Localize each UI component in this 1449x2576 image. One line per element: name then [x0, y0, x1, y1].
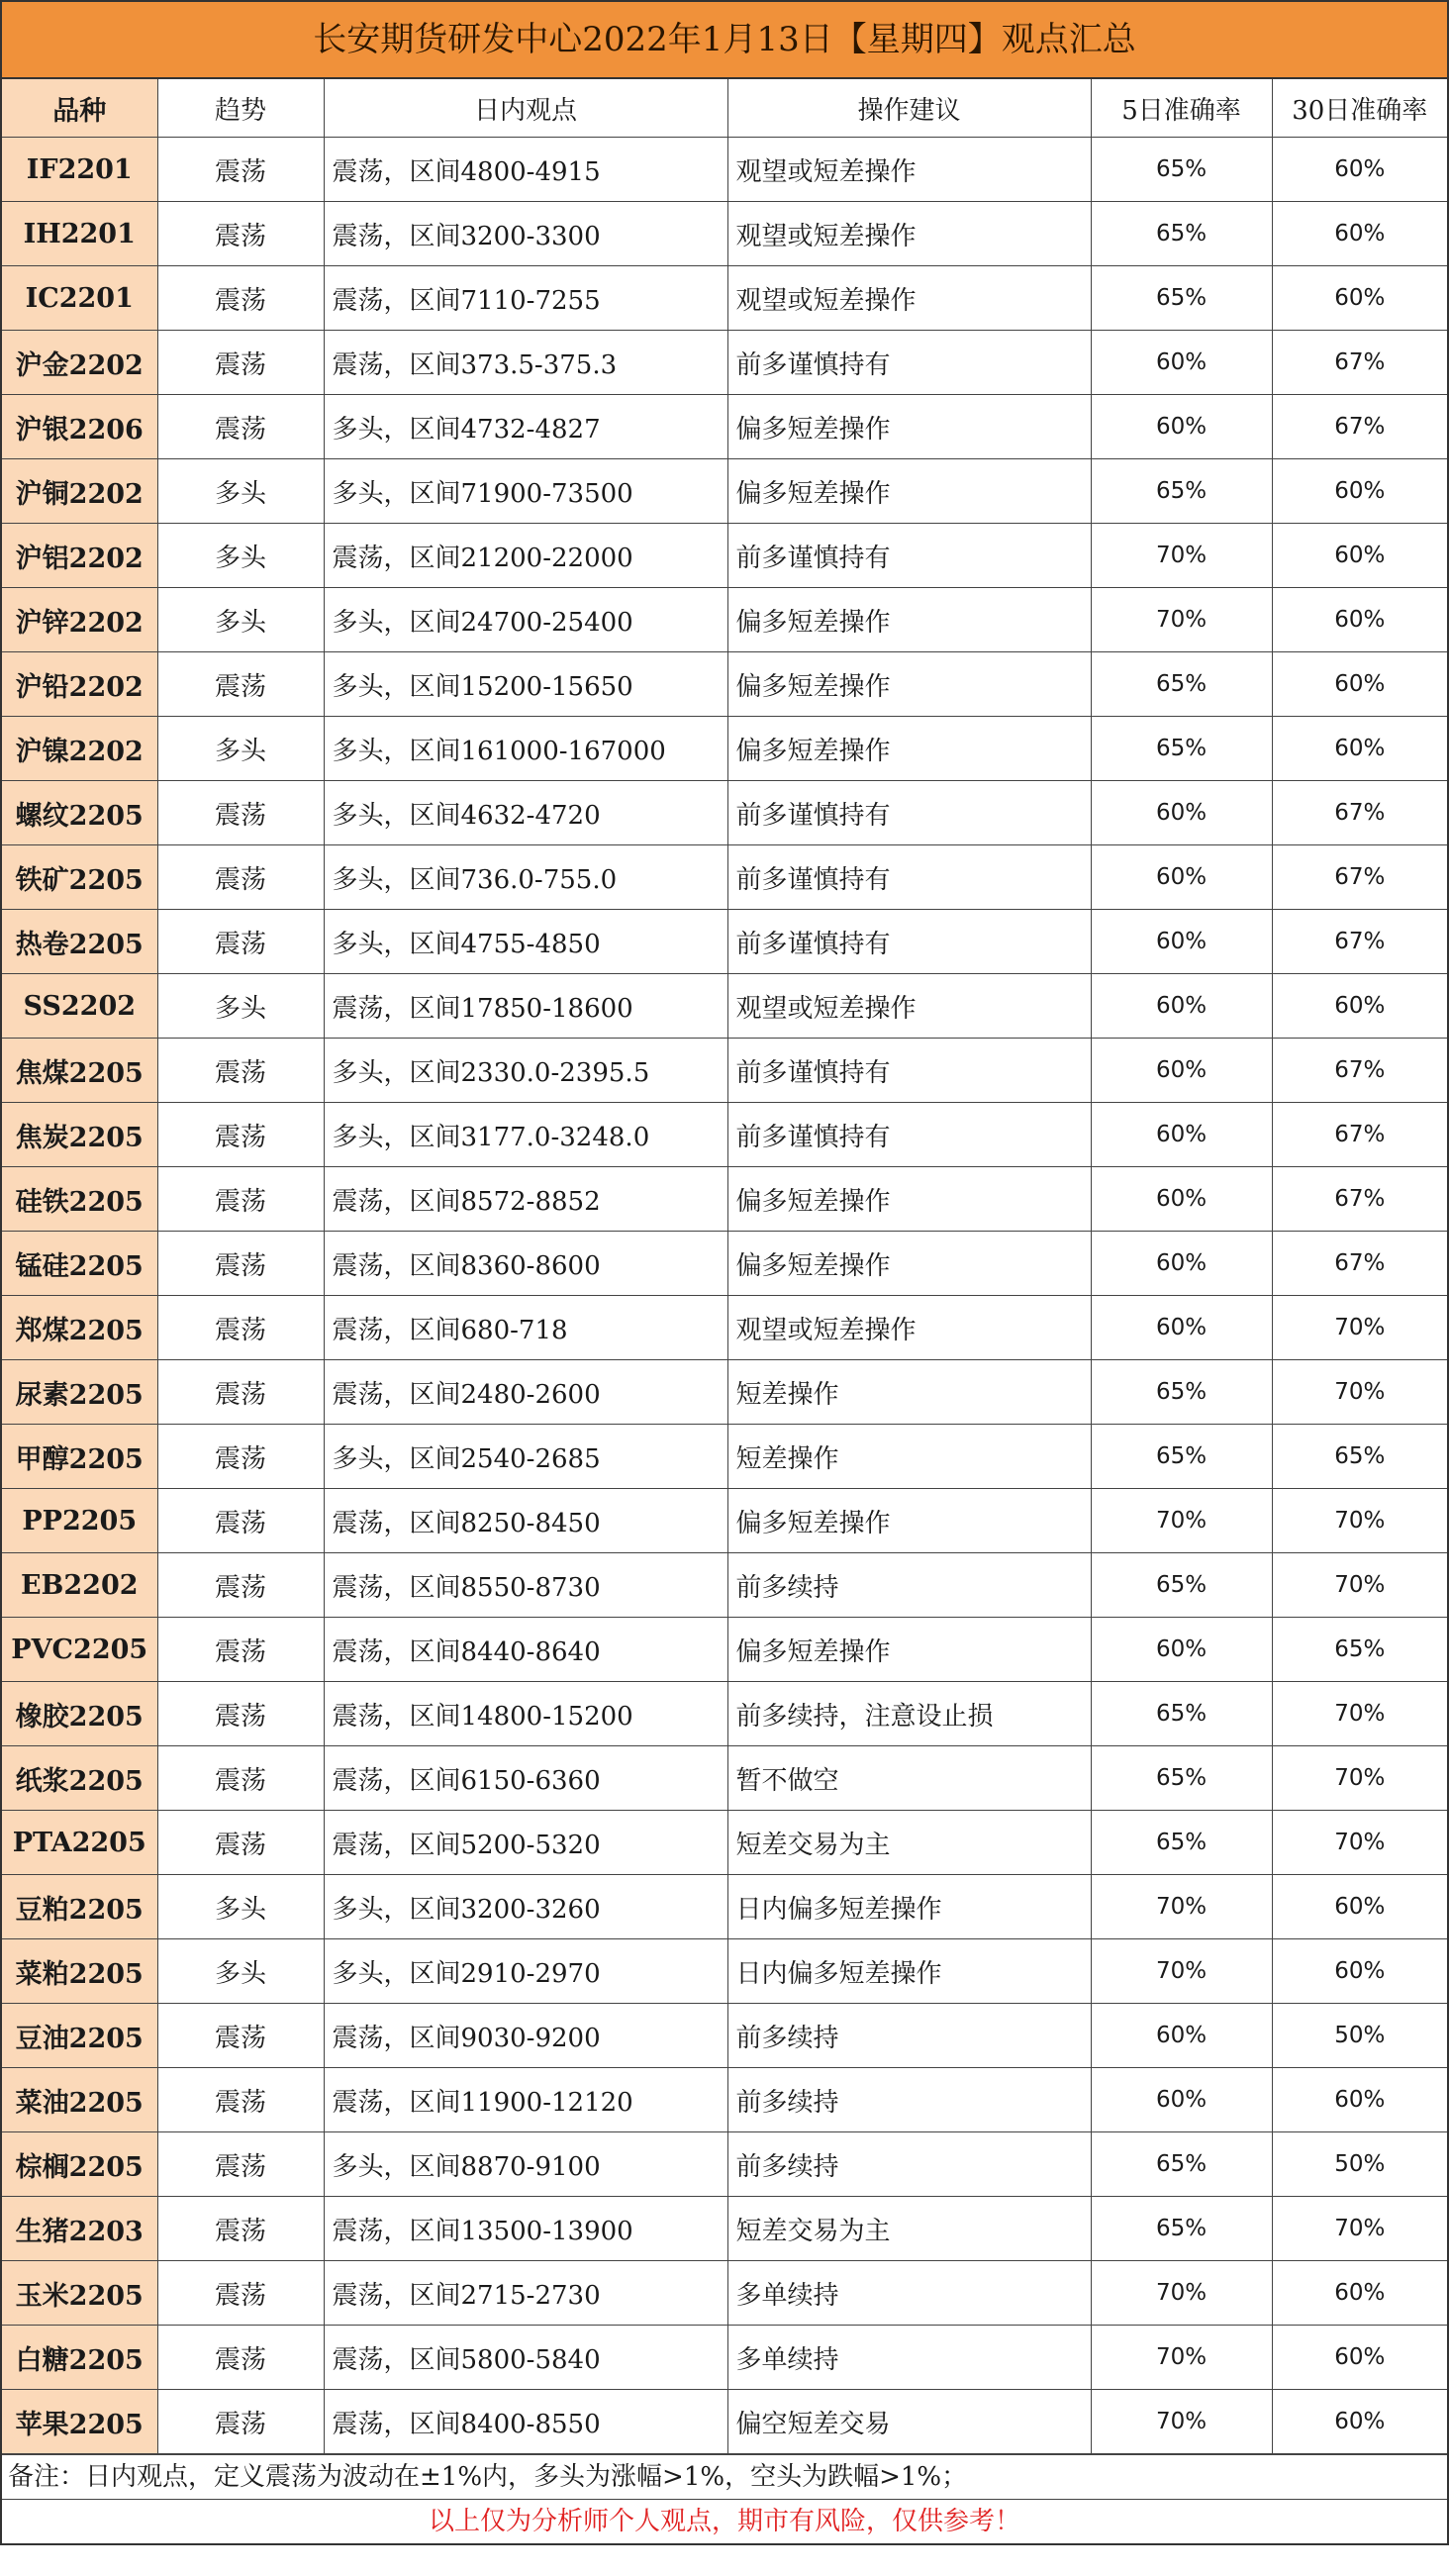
- table-row: [2, 588, 1447, 652]
- table-row: [2, 1232, 1447, 1296]
- cell-trend: 震荡: [157, 1746, 324, 1811]
- cell-acc5: 65%: [1091, 2197, 1272, 2261]
- cell-acc5: 70%: [1091, 1875, 1272, 1939]
- cell-trend: 震荡: [157, 910, 324, 974]
- cell-intraday-view: 震荡，区间8440-8640: [324, 1618, 727, 1682]
- cell-advice: 偏多短差操作: [727, 1489, 1091, 1553]
- cell-intraday-view: 多头，区间4632-4720: [324, 781, 727, 845]
- cell-advice: 前多续持: [727, 2004, 1091, 2068]
- cell-trend: 多头: [157, 717, 324, 781]
- cell-product-name: EB2202: [2, 1553, 157, 1618]
- cell-intraday-view: 震荡，区间8400-8550: [324, 2390, 727, 2454]
- table-body: [2, 138, 1447, 2454]
- cell-acc30: 60%: [1272, 588, 1447, 652]
- cell-advice: 观望或短差操作: [727, 266, 1091, 331]
- cell-trend: 震荡: [157, 1489, 324, 1553]
- cell-intraday-view: 震荡，区间14800-15200: [324, 1682, 727, 1746]
- cell-acc30: 50%: [1272, 2004, 1447, 2068]
- table-header-row: [2, 79, 1447, 138]
- cell-trend: 震荡: [157, 2390, 324, 2454]
- table-row: [2, 1553, 1447, 1618]
- cell-acc5: 60%: [1091, 1618, 1272, 1682]
- cell-advice: 前多续持: [727, 1553, 1091, 1618]
- cell-product-name: 苹果2205: [2, 2390, 157, 2454]
- cell-trend: 震荡: [157, 1039, 324, 1103]
- table-row: [2, 781, 1447, 845]
- table-row: [2, 2068, 1447, 2132]
- table-row: [2, 1939, 1447, 2004]
- cell-advice: 前多谨慎持有: [727, 910, 1091, 974]
- cell-advice: 日内偏多短差操作: [727, 1875, 1091, 1939]
- cell-intraday-view: 震荡，区间21200-22000: [324, 524, 727, 588]
- cell-intraday-view: 多头，区间3200-3260: [324, 1875, 727, 1939]
- cell-acc5: 65%: [1091, 266, 1272, 331]
- cell-advice: 前多谨慎持有: [727, 1039, 1091, 1103]
- cell-acc5: 65%: [1091, 1746, 1272, 1811]
- cell-intraday-view: 震荡，区间9030-9200: [324, 2004, 727, 2068]
- cell-intraday-view: 震荡，区间2480-2600: [324, 1360, 727, 1425]
- cell-advice: 前多谨慎持有: [727, 524, 1091, 588]
- cell-acc30: 60%: [1272, 524, 1447, 588]
- cell-acc30: 60%: [1272, 202, 1447, 266]
- cell-advice: 日内偏多短差操作: [727, 1939, 1091, 2004]
- cell-trend: 震荡: [157, 395, 324, 459]
- cell-advice: 观望或短差操作: [727, 202, 1091, 266]
- cell-advice: 前多谨慎持有: [727, 1103, 1091, 1167]
- cell-acc5: 60%: [1091, 1103, 1272, 1167]
- cell-intraday-view: 震荡，区间13500-13900: [324, 2197, 727, 2261]
- cell-advice: 暂不做空: [727, 1746, 1091, 1811]
- cell-acc30: 67%: [1272, 331, 1447, 395]
- cell-advice: 偏多短差操作: [727, 459, 1091, 524]
- cell-acc5: 65%: [1091, 2132, 1272, 2197]
- cell-product-name: 硅铁2205: [2, 1167, 157, 1232]
- cell-advice: 观望或短差操作: [727, 138, 1091, 202]
- table-row: [2, 1103, 1447, 1167]
- cell-acc30: 67%: [1272, 781, 1447, 845]
- cell-acc5: 70%: [1091, 1939, 1272, 2004]
- cell-intraday-view: 震荡，区间8550-8730: [324, 1553, 727, 1618]
- cell-acc5: 65%: [1091, 1425, 1272, 1489]
- table-row: [2, 1296, 1447, 1360]
- header-view: 日内观点: [324, 79, 727, 138]
- cell-product-name: 橡胶2205: [2, 1682, 157, 1746]
- cell-trend: 震荡: [157, 202, 324, 266]
- cell-trend: 多头: [157, 974, 324, 1039]
- cell-trend: 震荡: [157, 652, 324, 717]
- cell-intraday-view: 多头，区间4732-4827: [324, 395, 727, 459]
- header-acc30: 30日准确率: [1272, 79, 1447, 138]
- cell-intraday-view: 震荡，区间373.5-375.3: [324, 331, 727, 395]
- cell-product-name: 沪银2206: [2, 395, 157, 459]
- cell-acc5: 70%: [1091, 2261, 1272, 2326]
- cell-trend: 震荡: [157, 1682, 324, 1746]
- cell-product-name: 豆粕2205: [2, 1875, 157, 1939]
- table-row: [2, 845, 1447, 910]
- cell-intraday-view: 多头，区间736.0-755.0: [324, 845, 727, 910]
- table-row: [2, 1039, 1447, 1103]
- table-row: [2, 2326, 1447, 2390]
- footer-note: 备注：日内观点，定义震荡为波动在±1%内，多头为涨幅>1%，空头为跌幅>1%；: [2, 2454, 1447, 2499]
- cell-acc5: 60%: [1091, 910, 1272, 974]
- cell-acc5: 65%: [1091, 138, 1272, 202]
- cell-product-name: PVC2205: [2, 1618, 157, 1682]
- cell-intraday-view: 多头，区间161000-167000: [324, 717, 727, 781]
- cell-intraday-view: 多头，区间24700-25400: [324, 588, 727, 652]
- cell-acc5: 65%: [1091, 1682, 1272, 1746]
- table-row: [2, 1360, 1447, 1425]
- cell-product-name: IF2201: [2, 138, 157, 202]
- cell-acc30: 65%: [1272, 1618, 1447, 1682]
- cell-advice: 短差操作: [727, 1360, 1091, 1425]
- cell-intraday-view: 震荡，区间680-718: [324, 1296, 727, 1360]
- cell-advice: 偏多短差操作: [727, 1167, 1091, 1232]
- cell-acc30: 70%: [1272, 1489, 1447, 1553]
- cell-advice: 多单续持: [727, 2261, 1091, 2326]
- cell-product-name: 白糖2205: [2, 2326, 157, 2390]
- cell-product-name: 焦煤2205: [2, 1039, 157, 1103]
- cell-product-name: 生猪2203: [2, 2197, 157, 2261]
- table-row: [2, 331, 1447, 395]
- cell-acc5: 65%: [1091, 1811, 1272, 1875]
- cell-intraday-view: 震荡，区间11900-12120: [324, 2068, 727, 2132]
- cell-trend: 震荡: [157, 2004, 324, 2068]
- cell-advice: 前多续持: [727, 2132, 1091, 2197]
- cell-acc30: 60%: [1272, 652, 1447, 717]
- cell-advice: 前多谨慎持有: [727, 845, 1091, 910]
- cell-product-name: 螺纹2205: [2, 781, 157, 845]
- table-row: [2, 1746, 1447, 1811]
- cell-advice: 短差交易为主: [727, 2197, 1091, 2261]
- cell-advice: 偏多短差操作: [727, 588, 1091, 652]
- cell-trend: 多头: [157, 1939, 324, 2004]
- cell-acc30: 70%: [1272, 2197, 1447, 2261]
- cell-intraday-view: 震荡，区间2715-2730: [324, 2261, 727, 2326]
- cell-product-name: 沪镍2202: [2, 717, 157, 781]
- cell-acc30: 60%: [1272, 717, 1447, 781]
- cell-acc5: 60%: [1091, 395, 1272, 459]
- cell-trend: 震荡: [157, 1618, 324, 1682]
- cell-advice: 偏多短差操作: [727, 717, 1091, 781]
- cell-acc5: 65%: [1091, 1360, 1272, 1425]
- cell-product-name: 甲醇2205: [2, 1425, 157, 1489]
- table-row: [2, 2132, 1447, 2197]
- cell-intraday-view: 多头，区间3177.0-3248.0: [324, 1103, 727, 1167]
- table-row: [2, 2004, 1447, 2068]
- table-row: [2, 1811, 1447, 1875]
- cell-acc30: 60%: [1272, 2390, 1447, 2454]
- cell-acc30: 67%: [1272, 395, 1447, 459]
- cell-trend: 震荡: [157, 1296, 324, 1360]
- cell-advice: 偏多短差操作: [727, 652, 1091, 717]
- cell-trend: 震荡: [157, 2132, 324, 2197]
- cell-advice: 观望或短差操作: [727, 1296, 1091, 1360]
- cell-acc5: 60%: [1091, 331, 1272, 395]
- cell-advice: 偏多短差操作: [727, 395, 1091, 459]
- cell-acc30: 60%: [1272, 266, 1447, 331]
- cell-intraday-view: 震荡，区间6150-6360: [324, 1746, 727, 1811]
- header-trend: 趋势: [157, 79, 324, 138]
- cell-acc5: 60%: [1091, 1296, 1272, 1360]
- table-row: [2, 652, 1447, 717]
- cell-advice: 多单续持: [727, 2326, 1091, 2390]
- table-row: [2, 1682, 1447, 1746]
- cell-trend: 震荡: [157, 781, 324, 845]
- cell-product-name: 玉米2205: [2, 2261, 157, 2326]
- cell-trend: 多头: [157, 524, 324, 588]
- cell-product-name: 棕榈2205: [2, 2132, 157, 2197]
- cell-acc30: 60%: [1272, 138, 1447, 202]
- cell-acc5: 70%: [1091, 524, 1272, 588]
- cell-trend: 震荡: [157, 1811, 324, 1875]
- viewpoint-table: [2, 79, 1447, 2454]
- cell-acc30: 60%: [1272, 2261, 1447, 2326]
- cell-acc30: 65%: [1272, 1425, 1447, 1489]
- cell-product-name: 沪锌2202: [2, 588, 157, 652]
- cell-acc5: 60%: [1091, 1167, 1272, 1232]
- cell-acc5: 65%: [1091, 717, 1272, 781]
- cell-acc30: 67%: [1272, 910, 1447, 974]
- table-row: [2, 1875, 1447, 1939]
- cell-acc30: 70%: [1272, 1682, 1447, 1746]
- cell-trend: 震荡: [157, 138, 324, 202]
- cell-acc5: 65%: [1091, 202, 1272, 266]
- cell-acc30: 67%: [1272, 1103, 1447, 1167]
- cell-intraday-view: 震荡，区间5200-5320: [324, 1811, 727, 1875]
- cell-acc5: 70%: [1091, 588, 1272, 652]
- cell-intraday-view: 多头，区间15200-15650: [324, 652, 727, 717]
- cell-product-name: 菜粕2205: [2, 1939, 157, 2004]
- cell-acc30: 60%: [1272, 2068, 1447, 2132]
- header-acc5: 5日准确率: [1091, 79, 1272, 138]
- cell-intraday-view: 多头，区间4755-4850: [324, 910, 727, 974]
- table-row: [2, 395, 1447, 459]
- cell-product-name: 铁矿2205: [2, 845, 157, 910]
- cell-trend: 震荡: [157, 1103, 324, 1167]
- cell-intraday-view: 震荡，区间4800-4915: [324, 138, 727, 202]
- cell-trend: 多头: [157, 588, 324, 652]
- cell-intraday-view: 多头，区间2540-2685: [324, 1425, 727, 1489]
- cell-acc30: 67%: [1272, 1232, 1447, 1296]
- cell-product-name: 尿素2205: [2, 1360, 157, 1425]
- cell-acc30: 60%: [1272, 974, 1447, 1039]
- cell-advice: 观望或短差操作: [727, 974, 1091, 1039]
- cell-acc30: 70%: [1272, 1360, 1447, 1425]
- cell-advice: 前多续持，注意设止损: [727, 1682, 1091, 1746]
- cell-acc5: 65%: [1091, 652, 1272, 717]
- table-row: [2, 202, 1447, 266]
- header-advice: 操作建议: [727, 79, 1091, 138]
- cell-acc30: 70%: [1272, 1746, 1447, 1811]
- table-row: [2, 138, 1447, 202]
- header-name: 品种: [2, 79, 157, 138]
- cell-acc30: 67%: [1272, 1167, 1447, 1232]
- table-row: [2, 717, 1447, 781]
- cell-trend: 震荡: [157, 1360, 324, 1425]
- cell-product-name: 菜油2205: [2, 2068, 157, 2132]
- cell-product-name: IC2201: [2, 266, 157, 331]
- cell-intraday-view: 震荡，区间5800-5840: [324, 2326, 727, 2390]
- cell-acc5: 60%: [1091, 781, 1272, 845]
- cell-acc30: 67%: [1272, 1039, 1447, 1103]
- cell-acc5: 65%: [1091, 459, 1272, 524]
- cell-product-name: SS2202: [2, 974, 157, 1039]
- cell-intraday-view: 多头，区间2330.0-2395.5: [324, 1039, 727, 1103]
- cell-acc5: 70%: [1091, 2326, 1272, 2390]
- cell-product-name: PP2205: [2, 1489, 157, 1553]
- cell-product-name: 沪铝2202: [2, 524, 157, 588]
- page-title: 长安期货研发中心2022年1月13日【星期四】观点汇总: [2, 2, 1447, 79]
- footer-disclaimer: 以上仅为分析师个人观点，期市有风险，仅供参考！: [2, 2499, 1447, 2543]
- cell-advice: 前多谨慎持有: [727, 781, 1091, 845]
- cell-product-name: IH2201: [2, 202, 157, 266]
- cell-intraday-view: 震荡，区间3200-3300: [324, 202, 727, 266]
- cell-acc30: 60%: [1272, 1875, 1447, 1939]
- table-row: [2, 1167, 1447, 1232]
- cell-trend: 震荡: [157, 2197, 324, 2261]
- table-row: [2, 459, 1447, 524]
- cell-advice: 前多续持: [727, 2068, 1091, 2132]
- cell-intraday-view: 多头，区间71900-73500: [324, 459, 727, 524]
- cell-product-name: 热卷2205: [2, 910, 157, 974]
- cell-acc5: 60%: [1091, 2068, 1272, 2132]
- cell-acc5: 60%: [1091, 974, 1272, 1039]
- cell-trend: 震荡: [157, 331, 324, 395]
- cell-advice: 偏空短差交易: [727, 2390, 1091, 2454]
- table-row: [2, 1489, 1447, 1553]
- cell-intraday-view: 震荡，区间8250-8450: [324, 1489, 727, 1553]
- cell-trend: 震荡: [157, 2326, 324, 2390]
- cell-acc30: 60%: [1272, 1939, 1447, 2004]
- cell-product-name: 纸浆2205: [2, 1746, 157, 1811]
- cell-trend: 震荡: [157, 1167, 324, 1232]
- cell-trend: 震荡: [157, 2068, 324, 2132]
- cell-trend: 震荡: [157, 1425, 324, 1489]
- cell-trend: 震荡: [157, 1553, 324, 1618]
- cell-acc5: 65%: [1091, 1553, 1272, 1618]
- cell-product-name: PTA2205: [2, 1811, 157, 1875]
- cell-trend: 多头: [157, 459, 324, 524]
- cell-advice: 前多谨慎持有: [727, 331, 1091, 395]
- table-row: [2, 2197, 1447, 2261]
- cell-acc30: 70%: [1272, 1811, 1447, 1875]
- cell-product-name: 沪金2202: [2, 331, 157, 395]
- cell-acc30: 60%: [1272, 2326, 1447, 2390]
- cell-acc30: 70%: [1272, 1296, 1447, 1360]
- cell-product-name: 焦炭2205: [2, 1103, 157, 1167]
- cell-advice: 偏多短差操作: [727, 1618, 1091, 1682]
- cell-advice: 偏多短差操作: [727, 1232, 1091, 1296]
- cell-acc5: 60%: [1091, 2004, 1272, 2068]
- cell-intraday-view: 多头，区间2910-2970: [324, 1939, 727, 2004]
- cell-trend: 震荡: [157, 845, 324, 910]
- table-row: [2, 974, 1447, 1039]
- table-row: [2, 1618, 1447, 1682]
- cell-intraday-view: 震荡，区间17850-18600: [324, 974, 727, 1039]
- cell-product-name: 沪铅2202: [2, 652, 157, 717]
- cell-acc5: 60%: [1091, 1232, 1272, 1296]
- cell-product-name: 郑煤2205: [2, 1296, 157, 1360]
- cell-trend: 多头: [157, 1875, 324, 1939]
- cell-acc30: 50%: [1272, 2132, 1447, 2197]
- table-row: [2, 910, 1447, 974]
- cell-trend: 震荡: [157, 2261, 324, 2326]
- cell-advice: 短差操作: [727, 1425, 1091, 1489]
- cell-acc30: 70%: [1272, 1553, 1447, 1618]
- cell-advice: 短差交易为主: [727, 1811, 1091, 1875]
- cell-acc30: 67%: [1272, 845, 1447, 910]
- table-row: [2, 2390, 1447, 2454]
- cell-intraday-view: 多头，区间8870-9100: [324, 2132, 727, 2197]
- cell-intraday-view: 震荡，区间8572-8852: [324, 1167, 727, 1232]
- cell-intraday-view: 震荡，区间7110-7255: [324, 266, 727, 331]
- cell-intraday-view: 震荡，区间8360-8600: [324, 1232, 727, 1296]
- cell-acc5: 60%: [1091, 845, 1272, 910]
- cell-acc5: 70%: [1091, 1489, 1272, 1553]
- cell-product-name: 豆油2205: [2, 2004, 157, 2068]
- cell-trend: 震荡: [157, 1232, 324, 1296]
- cell-acc5: 70%: [1091, 2390, 1272, 2454]
- table-row: [2, 2261, 1447, 2326]
- table-row: [2, 524, 1447, 588]
- cell-product-name: 锰硅2205: [2, 1232, 157, 1296]
- table-row: [2, 266, 1447, 331]
- cell-trend: 震荡: [157, 266, 324, 331]
- cell-acc5: 60%: [1091, 1039, 1272, 1103]
- cell-acc30: 60%: [1272, 459, 1447, 524]
- table-row: [2, 1425, 1447, 1489]
- cell-product-name: 沪铜2202: [2, 459, 157, 524]
